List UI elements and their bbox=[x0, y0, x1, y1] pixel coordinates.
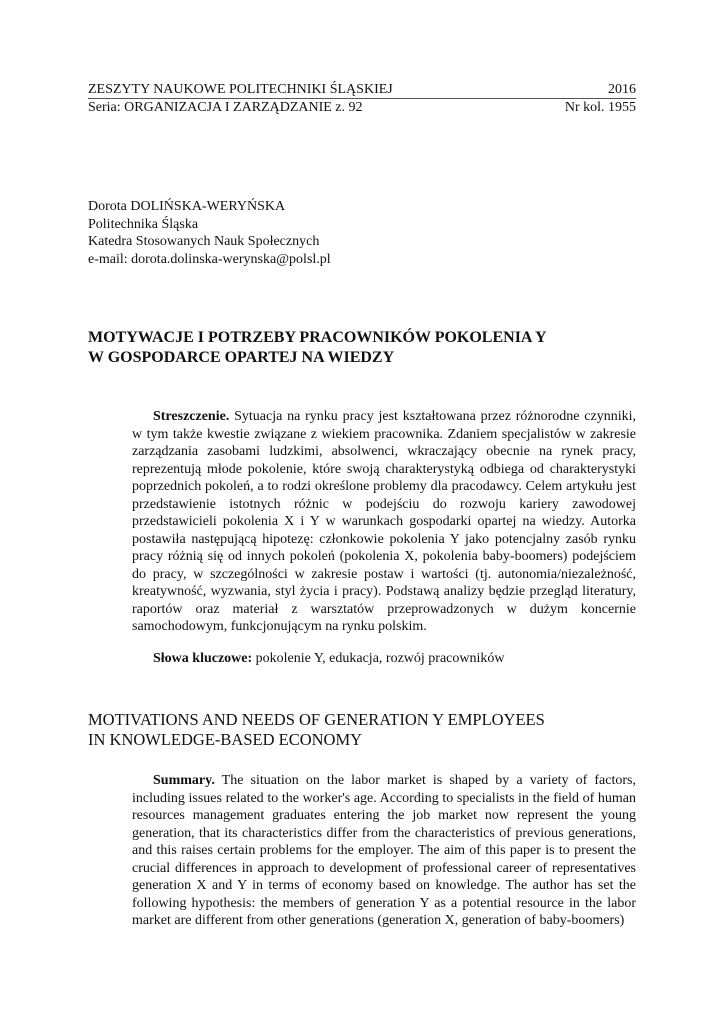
keywords-polish-label: Słowa kluczowe: bbox=[153, 651, 253, 666]
author-email: e-mail: dorota.dolinska-werynska@polsl.pl bbox=[88, 251, 331, 267]
abstract-polish bbox=[132, 408, 636, 636]
issue-number: Nr kol. 1955 bbox=[564, 100, 636, 115]
abstract-polish-text: Sytuacja na rynku pracy jest kształtowana przez różnorodne czynniki, w tym także kwestie związane z wiekiem pracownika. Zdaniem specjalistów w zakresie zarządzania zasobami ludzkimi, absolwenci, wkraczający obecnie na rynek pracy, reprezentują młode pokolenie, które swoją charakterystyką odbiega od charakterystyki poprzednich pokoleń, a to rodzi określone problemy dla pracodawcy. Celem artykułu jest przedstawienie istotnych różnic w podejściu do rozwoju kariery zawodowej przedstawicieli pokolenia X i Y w warunkach gospodarki opartej na wiedzy. Autorka postawiła następującą hipotezę: członkowie pokolenia Y jako potencjalny zasób rynku pracy różnią się od innych pokoleń (pokolenia X, pokolenia baby-boomers) podejściem do pracy, w szczególności w zakresie postaw i wartości (tj. autonomia/niezależność, kreatywność, wyzwania, styl życia i pracy). Podstawą analizy będzie przegląd literatury, raportów oraz materiał z warsztatów przeprowadzonych w dużym koncernie samochodowym, funkcjonującym na rynku polskim. bbox=[132, 409, 636, 634]
keywords-polish-text: pokolenie Y, edukacja, rozwój pracowników bbox=[252, 651, 505, 666]
author-institution: Politechnika Śląska bbox=[88, 216, 199, 232]
author-block bbox=[88, 198, 331, 268]
title-english-line2: IN KNOWLEDGE-BASED ECONOMY bbox=[88, 730, 363, 749]
keywords-polish bbox=[132, 650, 636, 668]
author-name: Dorota DOLIŃSKA-WERYŃSKA bbox=[88, 199, 286, 214]
abstract-english-label: Summary. bbox=[153, 773, 215, 788]
title-polish-line1: MOTYWACJE I POTRZEBY PRACOWNIKÓW POKOLENIA Y bbox=[88, 329, 547, 346]
header-row-series bbox=[88, 99, 636, 116]
journal-name: ZESZYTY NAUKOWE POLITECHNIKI ŚLĄSKIEJ bbox=[88, 82, 393, 97]
abstract-english bbox=[132, 772, 636, 930]
journal-year: 2016 bbox=[608, 82, 636, 97]
title-english-line1: MOTIVATIONS AND NEEDS OF GENERATION Y EMPLOYEES bbox=[88, 710, 545, 729]
abstract-english-text: The situation on the labor market is shaped by a variety of factors, including issues related to the worker's age. According to specialists in the field of human resources management graduates entering the job market now represent the young generation, that its characteristics differ from the characteristics of previous generations, and this raises certain problems for the employer. The aim of this paper is to present the crucial differences in approach to development of professional career of representatives generation X and Y in terms of economy based on knowledge. The author has set the following hypothesis: the members of generation Y as a potential resource in the labor market are different from other generations (generation X, generation of baby-boomers) bbox=[132, 773, 636, 928]
title-english bbox=[88, 710, 636, 750]
header-row-journal bbox=[88, 81, 636, 99]
series-name: Seria: ORGANIZACJA I ZARZĄDZANIE z. 92 bbox=[88, 100, 363, 115]
author-department: Katedra Stosowanych Nauk Społecznych bbox=[88, 234, 320, 249]
abstract-polish-label: Streszczenie. bbox=[153, 409, 230, 424]
title-polish bbox=[88, 328, 636, 368]
running-header bbox=[88, 81, 636, 116]
title-polish-line2: W GOSPODARCE OPARTEJ NA WIEDZY bbox=[88, 349, 395, 366]
